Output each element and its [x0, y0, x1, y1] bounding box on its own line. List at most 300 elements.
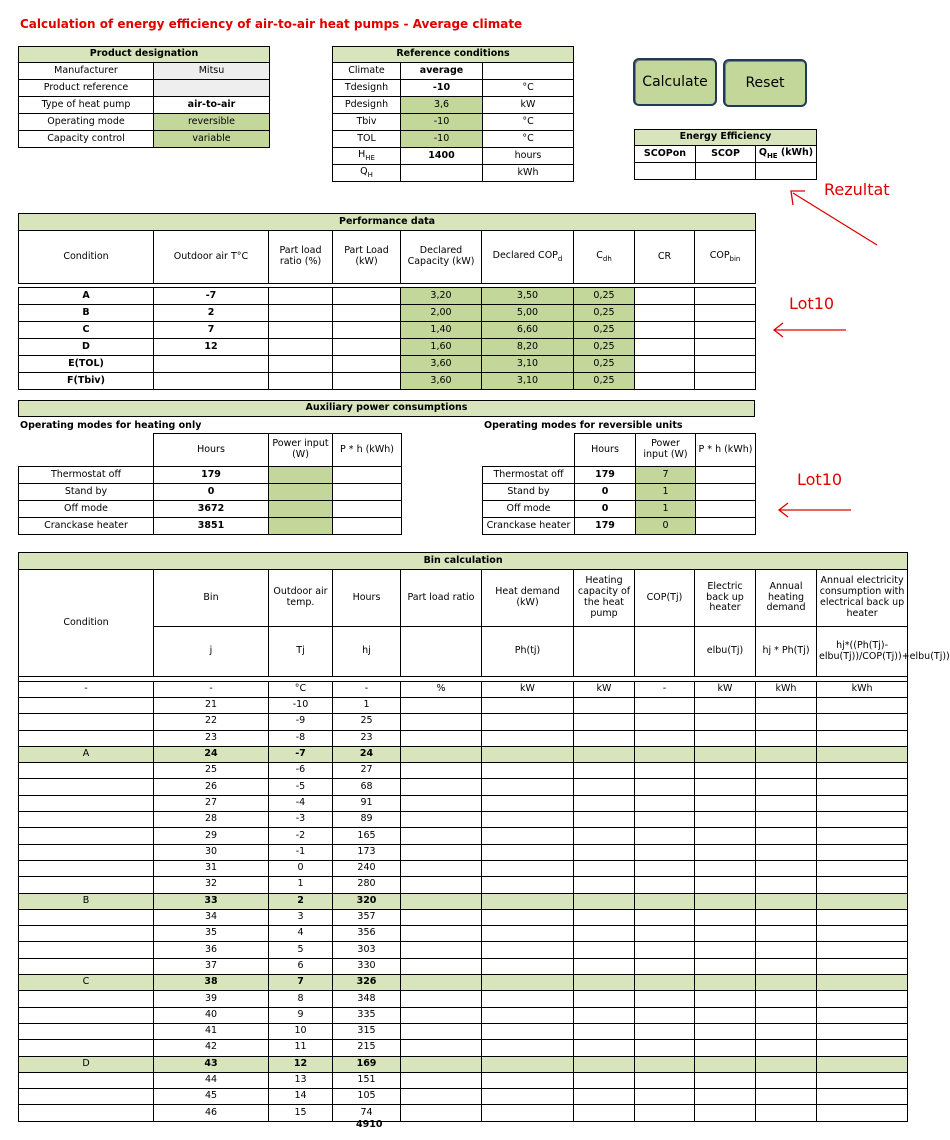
bin-empty-cell	[756, 909, 817, 925]
bin-empty-cell	[817, 795, 908, 811]
perf-cop-field[interactable]: 3,10	[482, 356, 574, 373]
aux-left-row	[19, 484, 402, 501]
bin-empty-cell	[574, 828, 635, 844]
bin-empty-cell	[482, 746, 574, 762]
bin-empty-cell	[401, 828, 482, 844]
bin-hours-total: 4910	[356, 1119, 383, 1130]
bin-empty-cell	[482, 828, 574, 844]
bin-empty-cell	[635, 795, 695, 811]
perf-condition: E(TOL)	[19, 356, 154, 373]
perf-outdoor-temp: 2	[154, 305, 269, 322]
perf-cdh-field[interactable]: 0,25	[574, 322, 635, 339]
bin-empty-cell	[756, 1072, 817, 1088]
bin-empty-cell	[482, 763, 574, 779]
bin-empty-cell	[401, 975, 482, 991]
bin-row	[19, 942, 908, 958]
bin-empty-cell	[817, 1089, 908, 1105]
perf-cdh-field[interactable]: 0,25	[574, 305, 635, 322]
bin-empty-cell	[756, 1007, 817, 1023]
manufacturer-label: Manufacturer	[19, 63, 154, 80]
bin-empty-cell	[482, 1072, 574, 1088]
bin-empty-cell	[574, 975, 635, 991]
bin-empty-cell	[401, 1089, 482, 1105]
bin-row	[19, 779, 908, 795]
perf-cdh-field[interactable]: 0,25	[574, 339, 635, 356]
aux-right-power-field[interactable]: 0	[636, 518, 696, 535]
bin-empty-cell	[482, 877, 574, 893]
perf-cop-field[interactable]: 3,10	[482, 373, 574, 390]
bin-header: Bin calculation	[19, 553, 908, 570]
bin-empty-cell	[695, 958, 756, 974]
bin-empty-cell	[695, 779, 756, 795]
bin-j: 39	[154, 991, 269, 1007]
aux-left-power-field[interactable]	[269, 518, 333, 535]
bin-col-bin: Bin	[154, 570, 269, 627]
bin-j: 28	[154, 812, 269, 828]
qh-value	[401, 165, 483, 182]
bin-empty-cell	[756, 698, 817, 714]
aux-left-power-field[interactable]	[269, 484, 333, 501]
bin-tj: -2	[269, 828, 333, 844]
performance-row	[19, 322, 756, 339]
perf-cdh-field[interactable]: 0,25	[574, 373, 635, 390]
bin-empty-cell	[635, 860, 695, 876]
aux-left-row	[19, 501, 402, 518]
perf-plr	[269, 339, 333, 356]
bin-empty-cell	[574, 860, 635, 876]
bin-row	[19, 844, 908, 860]
perf-capacity-field[interactable]: 1,40	[401, 322, 482, 339]
bin-row	[19, 714, 908, 730]
bin-row	[19, 860, 908, 876]
bin-col-aec: Annual electricity consumption with electrical back up heater	[817, 570, 908, 627]
bin-empty-cell	[756, 795, 817, 811]
bin-row	[19, 877, 908, 893]
hhe-label: $H_{HE}$	[333, 148, 401, 165]
bin-empty-cell	[401, 763, 482, 779]
bin-empty-cell	[574, 746, 635, 762]
perf-cop-field[interactable]: 6,60	[482, 322, 574, 339]
bin-empty-cell	[635, 746, 695, 762]
bin-condition	[19, 1007, 154, 1023]
aux-left-power-field[interactable]	[269, 501, 333, 518]
performance-row	[19, 356, 756, 373]
aux-right-ph	[696, 501, 756, 518]
bin-condition	[19, 942, 154, 958]
bin-col-eb: Electric back up heater	[695, 570, 756, 627]
qhe-header: $Q_{HE}$ (kWh)	[756, 146, 817, 163]
bin-tj: 2	[269, 893, 333, 909]
bin-j: 44	[154, 1072, 269, 1088]
bin-row	[19, 1105, 908, 1121]
bin-tj: -5	[269, 779, 333, 795]
aux-left-col-power: Power input (W)	[269, 434, 333, 467]
bin-empty-cell	[756, 958, 817, 974]
bin-hj: 173	[333, 844, 401, 860]
bin-row	[19, 893, 908, 909]
bin-empty-cell	[401, 779, 482, 795]
perf-plr	[269, 288, 333, 305]
bin-empty-cell	[756, 828, 817, 844]
perf-col-outdoor: Outdoor air T°C	[154, 231, 269, 284]
perf-copbin	[695, 356, 756, 373]
aux-left-ph	[333, 501, 402, 518]
perf-col-cop: Declared $COP_d$	[482, 231, 574, 284]
aux-right-label: Stand by	[483, 484, 575, 501]
lot10-annotation-1: Lot10	[789, 294, 835, 313]
rezultat-arrow-icon	[785, 185, 885, 250]
efficiency-header: Energy Efficiency	[635, 130, 817, 146]
aux-right-row	[483, 518, 756, 535]
bin-empty-cell	[401, 860, 482, 876]
bin-empty-cell	[574, 812, 635, 828]
bin-row	[19, 1007, 908, 1023]
tdesignh-label: Tdesignh	[333, 80, 401, 97]
perf-outdoor-temp	[154, 373, 269, 390]
bin-sym-plr	[401, 627, 482, 677]
bin-empty-cell	[635, 844, 695, 860]
bin-empty-cell	[817, 812, 908, 828]
bin-empty-cell	[482, 1040, 574, 1056]
bin-empty-cell	[756, 1040, 817, 1056]
bin-j: 24	[154, 746, 269, 762]
bin-empty-cell	[635, 1089, 695, 1105]
bin-empty-cell	[695, 893, 756, 909]
bin-empty-cell	[401, 942, 482, 958]
tbiv-field[interactable]: -10	[401, 114, 483, 131]
bin-empty-cell	[482, 991, 574, 1007]
bin-j: 41	[154, 1023, 269, 1039]
bin-j: 36	[154, 942, 269, 958]
bin-empty-cell	[574, 958, 635, 974]
bin-empty-cell	[817, 893, 908, 909]
bin-j: 23	[154, 730, 269, 746]
bin-empty-cell	[817, 698, 908, 714]
bin-j: 30	[154, 844, 269, 860]
perf-copbin	[695, 339, 756, 356]
aux-left-hours: 3672	[154, 501, 269, 518]
bin-empty-cell	[574, 795, 635, 811]
bin-tj: 14	[269, 1089, 333, 1105]
aux-right-hours: 0	[575, 501, 636, 518]
bin-empty-cell	[756, 812, 817, 828]
bin-empty-cell	[401, 1040, 482, 1056]
bin-empty-cell	[817, 1007, 908, 1023]
operating-mode-select[interactable]: reversible	[154, 114, 270, 131]
bin-empty-cell	[574, 1023, 635, 1039]
aux-right-title: Operating modes for reversible units	[484, 420, 683, 431]
bin-empty-cell	[695, 1056, 756, 1072]
bin-empty-cell	[817, 1105, 908, 1121]
bin-empty-cell	[756, 746, 817, 762]
perf-capacity-field[interactable]: 3,60	[401, 373, 482, 390]
bin-row	[19, 730, 908, 746]
bin-condition	[19, 1089, 154, 1105]
bin-empty-cell	[635, 1007, 695, 1023]
perf-pl	[333, 373, 401, 390]
bin-sym-aec: hj*((Ph(Tj)-elbu(Tj))/COP(Tj))+elbu(Tj))	[817, 627, 908, 677]
aux-right-label: Thermostat off	[483, 467, 575, 484]
bin-empty-cell	[817, 942, 908, 958]
bin-empty-cell	[695, 942, 756, 958]
bin-empty-cell	[401, 877, 482, 893]
perf-pl	[333, 356, 401, 373]
bin-empty-cell	[635, 991, 695, 1007]
bin-hj: 240	[333, 860, 401, 876]
perf-copbin	[695, 305, 756, 322]
bin-condition	[19, 860, 154, 876]
type-label: Type of heat pump	[19, 97, 154, 114]
aux-left-col-hours: Hours	[154, 434, 269, 467]
bin-tj: 9	[269, 1007, 333, 1023]
bin-empty-cell	[401, 714, 482, 730]
bin-empty-cell	[574, 1056, 635, 1072]
climate-value[interactable]: average	[401, 63, 483, 80]
bin-empty-cell	[695, 1072, 756, 1088]
performance-data-table	[18, 213, 756, 390]
perf-capacity-field[interactable]: 3,20	[401, 288, 482, 305]
bin-condition: D	[19, 1056, 154, 1072]
bin-hj: 330	[333, 958, 401, 974]
perf-cr	[635, 373, 695, 390]
bin-row	[19, 746, 908, 762]
bin-j: 25	[154, 763, 269, 779]
bin-condition	[19, 877, 154, 893]
aux-left-label: Off mode	[19, 501, 154, 518]
bin-empty-cell	[635, 714, 695, 730]
bin-j: 32	[154, 877, 269, 893]
bin-empty-cell	[695, 991, 756, 1007]
bin-unit-hours: -	[333, 682, 401, 698]
perf-col-condition: Condition	[19, 231, 154, 284]
page-title: Calculation of energy efficiency of air-to-air heat pumps - Average climate	[20, 17, 523, 31]
bin-empty-cell	[817, 730, 908, 746]
bin-empty-cell	[817, 1072, 908, 1088]
bin-tj: -1	[269, 844, 333, 860]
bin-empty-cell	[695, 860, 756, 876]
aux-right-power-field[interactable]: 7	[636, 467, 696, 484]
bin-empty-cell	[695, 909, 756, 925]
bin-unit-bin: -	[154, 682, 269, 698]
bin-condition	[19, 1072, 154, 1088]
bin-empty-cell	[482, 698, 574, 714]
bin-empty-cell	[574, 893, 635, 909]
perf-cr	[635, 322, 695, 339]
perf-col-plr: Part load ratio (%)	[269, 231, 333, 284]
qhe-value	[756, 163, 817, 180]
bin-hj: 151	[333, 1072, 401, 1088]
bin-empty-cell	[401, 958, 482, 974]
aux-left-label: Cranckase heater	[19, 518, 154, 535]
bin-tj: 4	[269, 926, 333, 942]
bin-empty-cell	[756, 1056, 817, 1072]
bin-calculation-table	[18, 552, 950, 1122]
bin-empty-cell	[635, 1040, 695, 1056]
bin-hj: 169	[333, 1056, 401, 1072]
product-reference-field[interactable]	[154, 80, 270, 97]
bin-empty-cell	[756, 730, 817, 746]
perf-condition: F(Tbiv)	[19, 373, 154, 390]
bin-empty-cell	[756, 877, 817, 893]
perf-capacity-field[interactable]: 1,60	[401, 339, 482, 356]
bin-empty-cell	[401, 1105, 482, 1121]
bin-j: 35	[154, 926, 269, 942]
bin-condition	[19, 779, 154, 795]
reference-header: Reference conditions	[333, 47, 574, 63]
perf-capacity-field[interactable]: 2,00	[401, 305, 482, 322]
bin-empty-cell	[695, 1023, 756, 1039]
bin-empty-cell	[817, 828, 908, 844]
bin-empty-cell	[482, 860, 574, 876]
perf-cop-field[interactable]: 5,00	[482, 305, 574, 322]
bin-condition	[19, 698, 154, 714]
aux-right-row	[483, 484, 756, 501]
bin-condition	[19, 958, 154, 974]
bin-empty-cell	[574, 909, 635, 925]
bin-empty-cell	[574, 779, 635, 795]
bin-empty-cell	[482, 779, 574, 795]
pdesignh-field[interactable]: 3,6	[401, 97, 483, 114]
manufacturer-field[interactable]: Mitsu	[154, 63, 270, 80]
bin-col-plr: Part load ratio	[401, 570, 482, 627]
bin-empty-cell	[695, 746, 756, 762]
bin-empty-cell	[574, 1089, 635, 1105]
bin-empty-cell	[695, 1105, 756, 1121]
bin-empty-cell	[635, 1056, 695, 1072]
bin-empty-cell	[695, 1089, 756, 1105]
bin-empty-cell	[817, 763, 908, 779]
bin-empty-cell	[635, 1023, 695, 1039]
perf-cdh-field[interactable]: 0,25	[574, 288, 635, 305]
bin-empty-cell	[756, 942, 817, 958]
bin-row	[19, 991, 908, 1007]
bin-sym-eb: elbu(Tj)	[695, 627, 756, 677]
bin-j: 46	[154, 1105, 269, 1121]
aux-right-blank	[483, 434, 575, 467]
pdesignh-label: Pdesignh	[333, 97, 401, 114]
bin-row	[19, 812, 908, 828]
bin-hj: 356	[333, 926, 401, 942]
aux-right-power-field[interactable]: 1	[636, 484, 696, 501]
bin-unit-cond: -	[19, 682, 154, 698]
bin-empty-cell	[574, 942, 635, 958]
bin-empty-cell	[635, 909, 695, 925]
aux-right-power-field[interactable]: 1	[636, 501, 696, 518]
bin-empty-cell	[756, 763, 817, 779]
perf-cop-field[interactable]: 8,20	[482, 339, 574, 356]
bin-empty-cell	[482, 844, 574, 860]
bin-empty-cell	[574, 1072, 635, 1088]
aux-right-col-ph: P * h (kWh)	[696, 434, 756, 467]
bin-unit-ahd: kWh	[756, 682, 817, 698]
bin-hj: 326	[333, 975, 401, 991]
aux-right-col-hours: Hours	[575, 434, 636, 467]
climate-label: Climate	[333, 63, 401, 80]
bin-tj: -9	[269, 714, 333, 730]
perf-capacity-field[interactable]: 3,60	[401, 356, 482, 373]
bin-row	[19, 763, 908, 779]
bin-empty-cell	[695, 714, 756, 730]
bin-col-hours: Hours	[333, 570, 401, 627]
bin-tj: 7	[269, 975, 333, 991]
reset-button[interactable]: Reset	[723, 59, 807, 107]
product-header: Product designation	[19, 47, 270, 63]
bin-tj: 1	[269, 877, 333, 893]
bin-unit-hd: kW	[482, 682, 574, 698]
perf-outdoor-temp: -7	[154, 288, 269, 305]
bin-row	[19, 698, 908, 714]
type-value[interactable]: air-to-air	[154, 97, 270, 114]
bin-empty-cell	[756, 991, 817, 1007]
bin-empty-cell	[695, 795, 756, 811]
calculate-button[interactable]: Calculate	[633, 58, 717, 106]
bin-empty-cell	[635, 877, 695, 893]
bin-tj: -10	[269, 698, 333, 714]
bin-empty-cell	[756, 975, 817, 991]
bin-empty-cell	[756, 1023, 817, 1039]
product-designation-table	[18, 46, 270, 148]
bin-sym-hours: hj	[333, 627, 401, 677]
bin-empty-cell	[574, 926, 635, 942]
bin-empty-cell	[482, 1056, 574, 1072]
bin-empty-cell	[482, 909, 574, 925]
bin-tj: -7	[269, 746, 333, 762]
tol-field[interactable]: -10	[401, 131, 483, 148]
bin-empty-cell	[817, 844, 908, 860]
aux-reversible-table	[482, 433, 756, 535]
bin-empty-cell	[401, 909, 482, 925]
bin-empty-cell	[401, 844, 482, 860]
bin-j: 45	[154, 1089, 269, 1105]
bin-row	[19, 1072, 908, 1088]
bin-empty-cell	[635, 1105, 695, 1121]
aux-left-label: Stand by	[19, 484, 154, 501]
aux-right-hours: 0	[575, 484, 636, 501]
bin-condition	[19, 1105, 154, 1121]
bin-unit-eb: kW	[695, 682, 756, 698]
perf-pl	[333, 339, 401, 356]
bin-empty-cell	[817, 975, 908, 991]
bin-empty-cell	[756, 1089, 817, 1105]
perf-plr	[269, 322, 333, 339]
perf-col-cdh: $C_{dh}$	[574, 231, 635, 284]
bin-hj: 68	[333, 779, 401, 795]
bin-hj: 89	[333, 812, 401, 828]
perf-cop-field[interactable]: 3,50	[482, 288, 574, 305]
bin-condition	[19, 812, 154, 828]
aux-left-row	[19, 467, 402, 484]
bin-j: 42	[154, 1040, 269, 1056]
bin-sym-bin: j	[154, 627, 269, 677]
rezultat-annotation: Rezultat	[824, 180, 890, 199]
bin-row	[19, 1023, 908, 1039]
bin-col-hd: Heat demand (kW)	[482, 570, 574, 627]
perf-copbin	[695, 288, 756, 305]
bin-empty-cell	[817, 1056, 908, 1072]
bin-condition: C	[19, 975, 154, 991]
bin-hj: 23	[333, 730, 401, 746]
aux-right-label: Off mode	[483, 501, 575, 518]
bin-empty-cell	[756, 714, 817, 730]
perf-cdh-field[interactable]: 0,25	[574, 356, 635, 373]
bin-empty-cell	[817, 746, 908, 762]
bin-empty-cell	[817, 860, 908, 876]
scopon-value	[635, 163, 696, 180]
capacity-control-select[interactable]: variable	[154, 131, 270, 148]
aux-left-power-field[interactable]	[269, 467, 333, 484]
aux-right-ph	[696, 484, 756, 501]
perf-pl	[333, 288, 401, 305]
